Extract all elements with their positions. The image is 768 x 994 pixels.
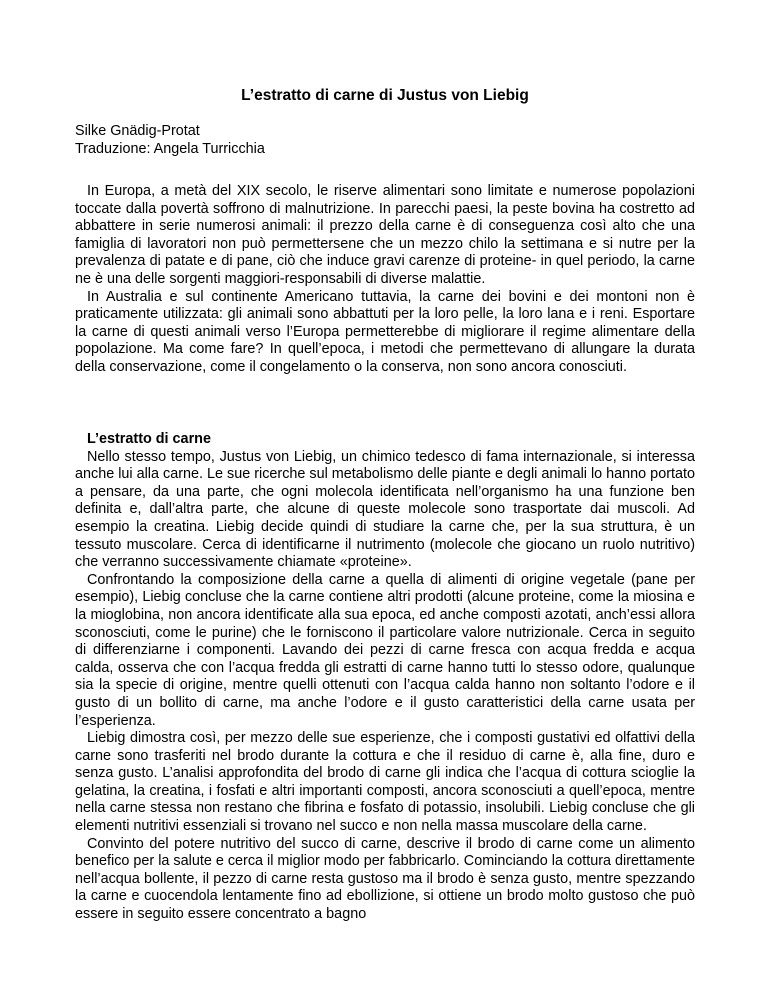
section-heading: L’estratto di carne <box>87 431 211 447</box>
byline <box>75 123 695 158</box>
author-name: Silke Gnädig-Protat <box>75 123 200 139</box>
paragraph: Liebig dimostra così, per mezzo delle sue esperienze, che i composti gustativi ed olfattivi della carne sono trasferiti nel brodo durante la cottura e che il residuo di carne è, alla fine, duro e senza gusto. L’analisi approfondita del brodo di carne gli indica che l’acqua di cottura scioglie la gelatina, la creatina, i fosfati e altri importanti composti, ancora sconosciuti a quell’epoca, mentre nella carne stessa non restano che fibrina e fosfato di potassio, insolubili. Liebig concluse che gli elementi nutritivi essenziali si trovano nel succo e non nella massa muscolare della carne. <box>75 730 695 835</box>
intro-section <box>75 183 695 377</box>
paragraph: Nello stesso tempo, Justus von Liebig, un chimico tedesco di fama internazionale, si interessa anche lui alla carne. Le sue ricerche sul metabolismo delle piante e degli animali lo hanno portato a pensare, da una parte, che ogni molecola identificata nell’organismo ha una funzione ben definita e, dall’altra parte, che alcune di queste molecole sono trasportate dai muscoli. Ad esempio la creatina. Liebig decide quindi di studiare la carne che, per la sua struttura, è un tessuto muscolare. Cerca di identificarne il nutrimento (molecole che giocano un ruolo nutritivo) che verranno successivamente chiamate «proteine». <box>75 448 695 571</box>
document-title: L’estratto di carne di Justus von Liebig <box>241 87 529 104</box>
extract-section <box>75 431 695 924</box>
paragraph: In Europa, a metà del XIX secolo, le riserve alimentari sono limitate e numerose popolazioni toccate dalla povertà soffrono di malnutrizione. In parecchi paesi, la peste bovina ha costretto ad abbattere in serie numerosi animali: il prezzo della carne è di conseguenza così alto che una famiglia di lavoratori non può permettersene che un mezzo chilo la settimana e si nutre per la prevalenza di patate e di pane, ciò che induce gravi carenze di proteine- in quel periodo, la carne ne è una delle sorgenti maggiori-responsabili di diverse malattie. <box>75 183 695 287</box>
paragraph: Confrontando la composizione della carne a quella di alimenti di origine vegetale (pane per esempio), Liebig concluse che la carne contiene altri prodotti (alcune proteine, come la miosina e la mioglobina, non ancora identificate alla sua epoca, ed anche composti azotati, anch’essi allora sconosciuti, come le purine) che le forniscono il particolare valore nutrizionale. Cerca in seguito di differenziarne i componenti. Lavando dei pezzi di carne fresca con acqua fredda e acqua calda, osserva che con l’acqua fredda gli estratti di carne hanno tutti lo stesso odore, qualunque sia la specie di origine, mentre quelli ottenuti con l’acqua calda hanno non soltanto l’odore e il gusto di un bollito di carne, ma anche l’odore e il gusto caratteristici della carne usata per l’esperienza. <box>75 571 695 729</box>
paragraph: In Australia e sul continente Americano tuttavia, la carne dei bovini e dei montoni non è praticamente utilizzata: gli animali sono abbattuti per la loro pelle, la loro lana e i reni. Esportare la carne di questi animali verso l’Europa permetterebbe di migliorare il regime alimentare della popolazione. Ma come fare? In quell’epoca, i metodi che permettevano di allungare la durata della conservazione, come il congelamento o la conserva, non sono ancora conosciuti. <box>75 288 695 375</box>
translator-credit: Traduzione: Angela Turricchia <box>75 140 265 157</box>
paragraph: Convinto del potere nutritivo del succo di carne, descrive il brodo di carne come un alimento benefico per la salute e cerca il miglior modo per fabbricarlo. Cominciando la cottura direttamente nell’acqua bollente, il pezzo di carne resta gustoso ma il brodo è senza gusto, mentre spezzando la carne e cuocendola lentamente fino ad ebollizione, si ottiene un brodo molto gustoso che può essere in seguito essere concentrato a bagno <box>75 835 695 923</box>
